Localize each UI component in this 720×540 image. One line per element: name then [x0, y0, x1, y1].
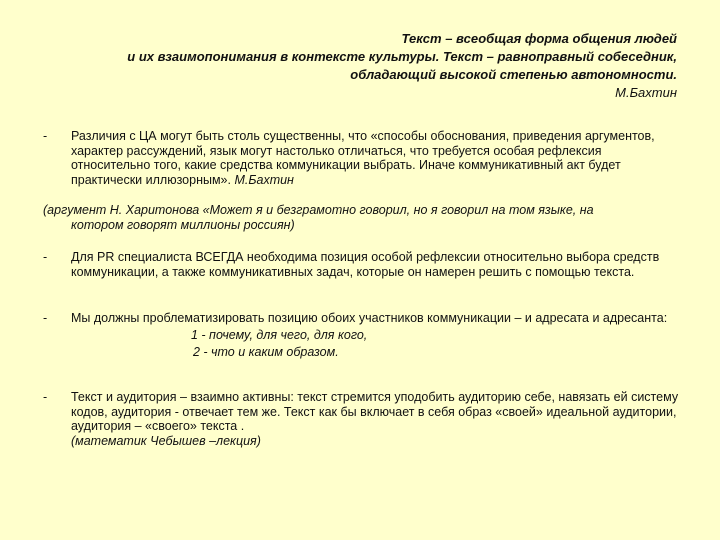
bullet-text: Текст и аудитория – взаимно активны: текст стремится уподобить аудиторию себе, навязать ей систему кодов, аудитория - отвечает тем же. Текст как бы включает в себя образ «своей» идеальной аудитории, аудитория – «своего» текста .: [71, 390, 679, 433]
epigraph: [60, 30, 677, 102]
bullet-body: [71, 129, 683, 187]
bullet-body: [71, 390, 683, 448]
bullet-dash: -: [43, 311, 48, 325]
sub-item-2: 2 - что и каким образом.: [193, 345, 339, 359]
epigraph-author: М.Бахтин: [615, 85, 677, 100]
epigraph-line-3: обладающий высокой степенью автономности.: [350, 67, 677, 82]
sub-item-1: 1 - почему, для чего, для кого,: [191, 327, 368, 342]
argument-line-2: котором говорят миллионы россиян): [71, 217, 295, 232]
epigraph-line-2: и их взаимопонимания в контексте культуры. Текст – равноправный собеседник,: [127, 49, 677, 64]
bullet-note: (математик Чебышев –лекция): [71, 433, 261, 448]
bullet-dash: -: [43, 390, 48, 404]
bullet-body: [71, 311, 683, 360]
bullet-dash: -: [43, 250, 48, 264]
bullet-text: Различия с ЦА могут быть столь существенны, что «способы обоснования, приведения аргументов, характер рассуждений, язык могут настолько отличаться, что требуется особая рефлексия относительно того, какие средства коммуникации выбрать. Иначе коммуникативный акт будет практически иллюзорным».: [71, 129, 655, 187]
bullet-text: Для PR специалиста ВСЕГДА необходима позиция особой рефлексии относительно выбора средств коммуникации, а также коммуникативных задач, которые он намерен решить с помощью текста.: [71, 250, 660, 279]
bullet-problematize: [43, 311, 683, 360]
argument-line-1: (аргумент Н. Харитонова «Может я и безграмотно говорил, но я говорил на том языке, на: [43, 203, 594, 217]
bullet-differences: [43, 129, 683, 187]
bullet-text-audience: [43, 390, 683, 448]
bullet-author: М.Бахтин: [234, 172, 294, 187]
bullet-text: Мы должны проблематизировать позицию обоих участников коммуникации – и адресата и адресанта:: [71, 311, 668, 325]
argument-quote: [43, 203, 683, 232]
epigraph-line-1: Текст – всеобщая форма общения людей: [401, 31, 677, 46]
bullet-dash: -: [43, 129, 48, 143]
bullet-pr-specialist: [43, 250, 683, 279]
